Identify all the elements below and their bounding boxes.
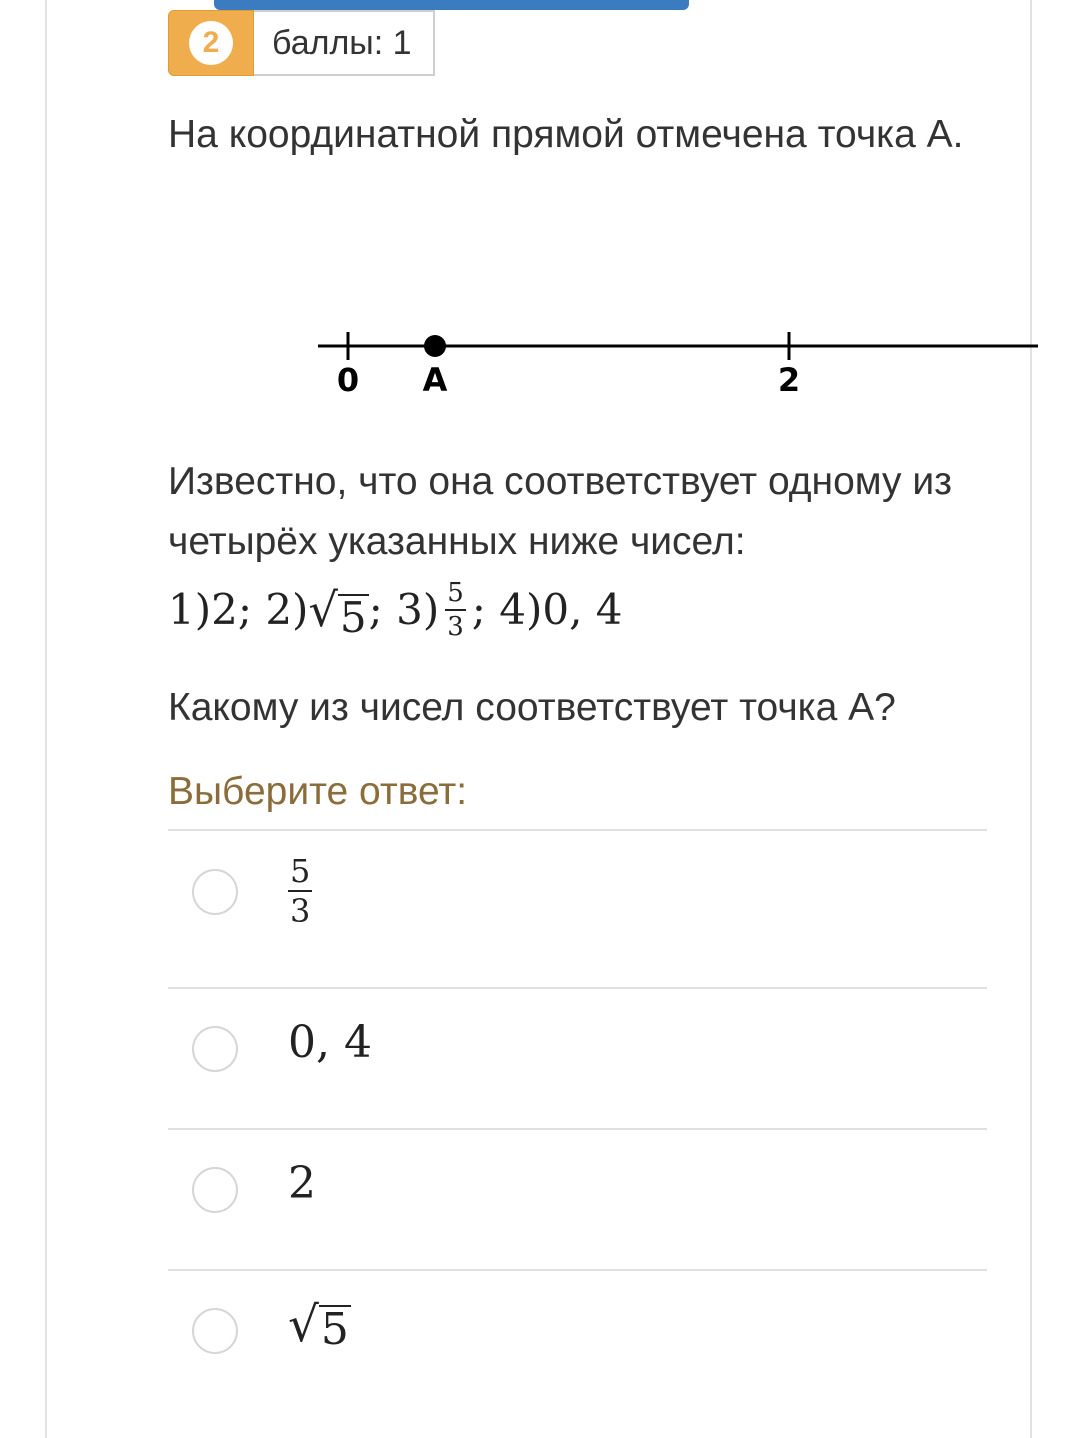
answer-option-4[interactable] <box>168 1269 987 1409</box>
answer-fraction <box>288 852 312 930</box>
sqrt-sign-icon: √ <box>288 1297 319 1353</box>
fraction-numerator: 5 <box>445 580 466 611</box>
intro-text: На координатной прямой отмечена точка А. <box>168 113 964 156</box>
question-score: баллы: 1 <box>254 10 435 76</box>
question-number: 2 <box>189 21 233 65</box>
answer-value <box>288 852 312 930</box>
radio-button[interactable] <box>192 1308 238 1354</box>
answer-sqrt-radicand: 5 <box>320 1303 349 1355</box>
fraction-denominator: 3 <box>447 612 464 642</box>
answer-value <box>288 1297 351 1353</box>
sqrt-radicand: 5 <box>339 592 367 642</box>
answer-option-2[interactable] <box>168 987 987 1128</box>
label-two: 2 <box>777 361 801 399</box>
answer-value: 2 <box>288 1158 316 1209</box>
question-text: Какому из чисел соответствует точка А? <box>168 686 896 729</box>
options-part-2: ; 3) <box>368 585 440 634</box>
options-part-3: ; 4)0, 4 <box>471 585 623 634</box>
answer-value: 0, 4 <box>288 1017 372 1068</box>
radio-button[interactable] <box>192 869 238 915</box>
question-header <box>168 10 435 76</box>
answer-sqrt <box>288 1297 351 1353</box>
answer-fraction-numerator: 5 <box>290 852 311 890</box>
options-inline <box>168 580 998 640</box>
answer-list <box>168 829 987 1409</box>
sqrt-expression <box>308 580 368 640</box>
known-text: Известно, что она соответствует одному из четырёх указанных ниже чисел: <box>168 460 953 563</box>
radio-button[interactable] <box>192 1167 238 1213</box>
sqrt-sign-icon: √ <box>308 583 338 637</box>
answer-option-3[interactable] <box>168 1128 987 1269</box>
select-answer-label: Выберите ответ: <box>168 770 468 813</box>
label-point-a: A <box>422 361 448 399</box>
answer-option-1[interactable] <box>168 829 987 987</box>
question-number-badge <box>168 10 254 76</box>
answer-fraction-denominator: 3 <box>290 892 311 930</box>
fraction-inline <box>445 580 466 640</box>
top-bar <box>214 0 689 10</box>
options-part-1: 1)2; 2) <box>168 585 309 634</box>
label-zero: 0 <box>336 361 360 399</box>
radio-button[interactable] <box>192 1026 238 1072</box>
